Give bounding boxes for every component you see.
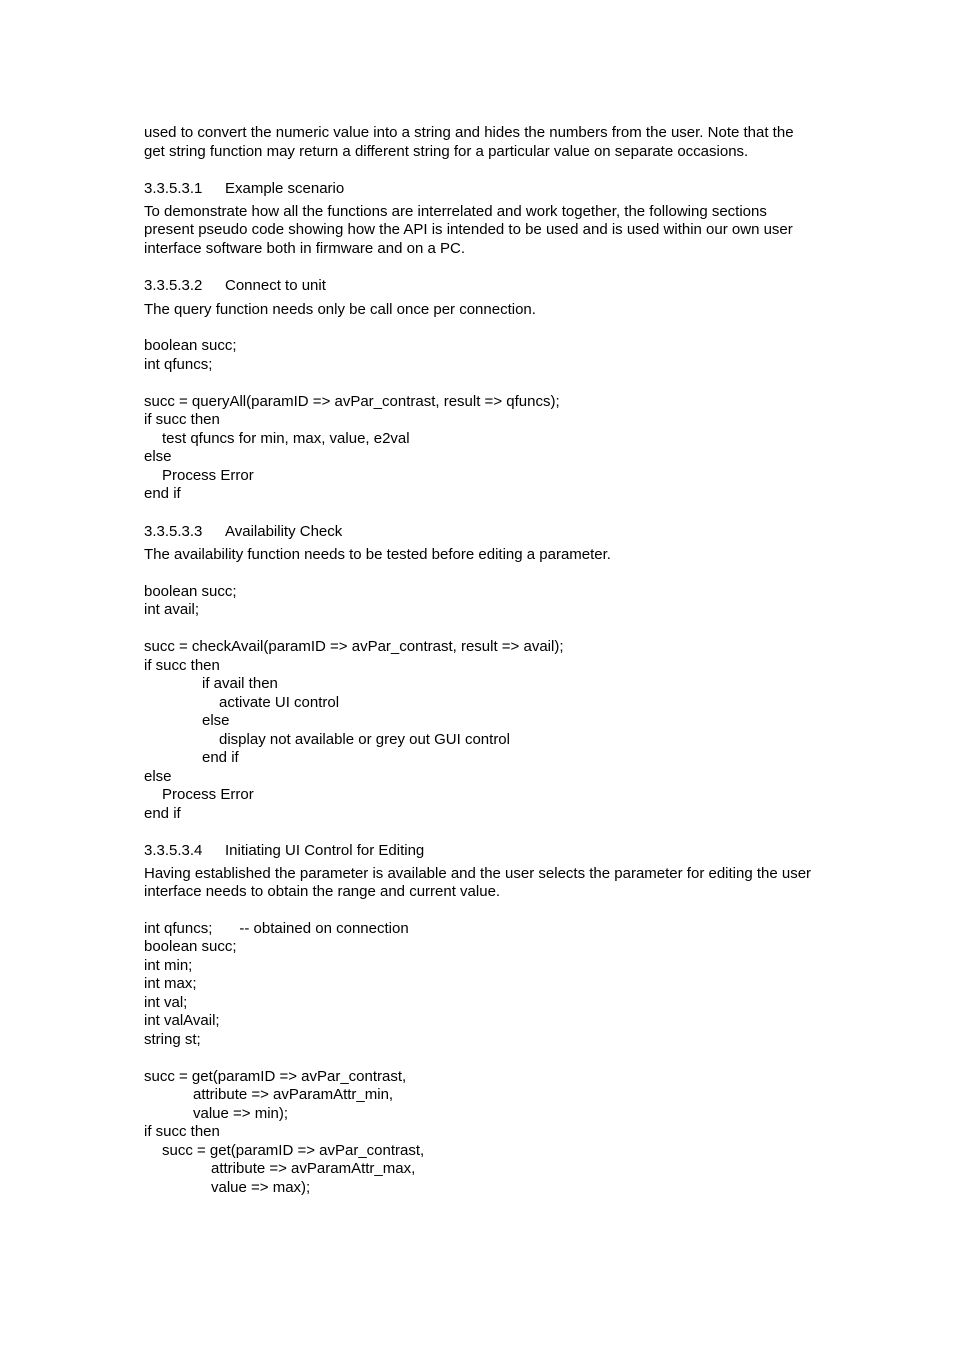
section-number: 3.3.5.3.4 (144, 842, 203, 859)
code-line: value => min); (193, 1104, 289, 1122)
code-line: boolean succ; (144, 938, 237, 955)
code-line (144, 620, 814, 639)
code-comment: -- obtained on connection (239, 919, 409, 937)
code-line: succ = checkAvail(paramID => avPar_contrast, result => avail); (144, 638, 564, 655)
section-heading (144, 842, 814, 861)
section-number: 3.3.5.3.3 (144, 522, 203, 540)
code-line (144, 374, 814, 393)
code-line: else (202, 712, 230, 729)
code-line (144, 920, 814, 939)
document-page (144, 124, 814, 1197)
code-line: if succ then (144, 656, 220, 674)
section-text: To demonstrate how all the functions are interrelated and work together, the following sections present pseudo code showing how the API is intended to be used and is used within our own user interface software both in firmware and on a PC. (144, 202, 793, 257)
code-line: end if (144, 485, 181, 502)
section-text: The availability function needs to be tested before editing a parameter. (144, 546, 611, 563)
code-line: int max; (144, 975, 197, 992)
code-line: if avail then (202, 675, 278, 692)
section-title: Availability Check (225, 522, 343, 540)
code-line: if succ then (144, 1123, 220, 1140)
code-line: succ = get(paramID => avPar_contrast, (144, 1067, 407, 1085)
section-heading (144, 277, 814, 296)
code-block (144, 920, 814, 1198)
code-line: boolean succ; (144, 582, 237, 600)
code-line: end if (144, 804, 181, 822)
code-text: int qfuncs; (144, 919, 213, 937)
code-line: else (144, 767, 172, 785)
code-line: succ = queryAll(paramID => avPar_contrast, result => qfuncs); (144, 392, 560, 410)
code-line: display not available or grey out GUI control (219, 730, 510, 748)
code-line: activate UI control (219, 693, 340, 711)
code-line: Process Error (162, 466, 254, 484)
code-line (144, 1049, 814, 1068)
section-heading (144, 180, 814, 199)
code-line: int valAvail; (144, 1012, 220, 1029)
section-title: Initiating UI Control for Editing (225, 842, 425, 859)
section-title: Connect to unit (225, 277, 326, 294)
code-line: int avail; (144, 601, 200, 618)
code-line: attribute => avParamAttr_max, (211, 1160, 416, 1177)
section-text: The query function needs only be call once per connection. (144, 300, 536, 318)
code-block (144, 583, 814, 824)
code-line: int val; (144, 993, 188, 1011)
section-heading (144, 523, 814, 542)
code-block (144, 337, 814, 504)
code-line: test qfuncs for min, max, value, e2val (162, 429, 410, 447)
code-line: Process Error (162, 786, 254, 803)
intro-paragraph: used to convert the numeric value into a string and hides the numbers from the user. Note that the get string function may return a different string for a particular value on separate occasions. (144, 124, 794, 160)
section-number: 3.3.5.3.2 (144, 277, 203, 294)
code-line: succ = get(paramID => avPar_contrast, (162, 1141, 425, 1159)
code-line: boolean succ; (144, 337, 237, 354)
code-line: value => max); (211, 1178, 311, 1196)
section-text: Having established the parameter is available and the user selects the parameter for editing the user interface needs to obtain the range and current value. (144, 864, 812, 900)
code-line: int qfuncs; (144, 355, 213, 373)
code-line: attribute => avParamAttr_min, (193, 1086, 394, 1103)
code-line: if succ then (144, 411, 220, 428)
section-number: 3.3.5.3.1 (144, 180, 203, 197)
code-line: end if (202, 749, 239, 766)
code-line: string st; (144, 1030, 201, 1048)
code-line: else (144, 448, 172, 465)
code-line: int min; (144, 956, 193, 974)
section-title: Example scenario (225, 180, 345, 197)
